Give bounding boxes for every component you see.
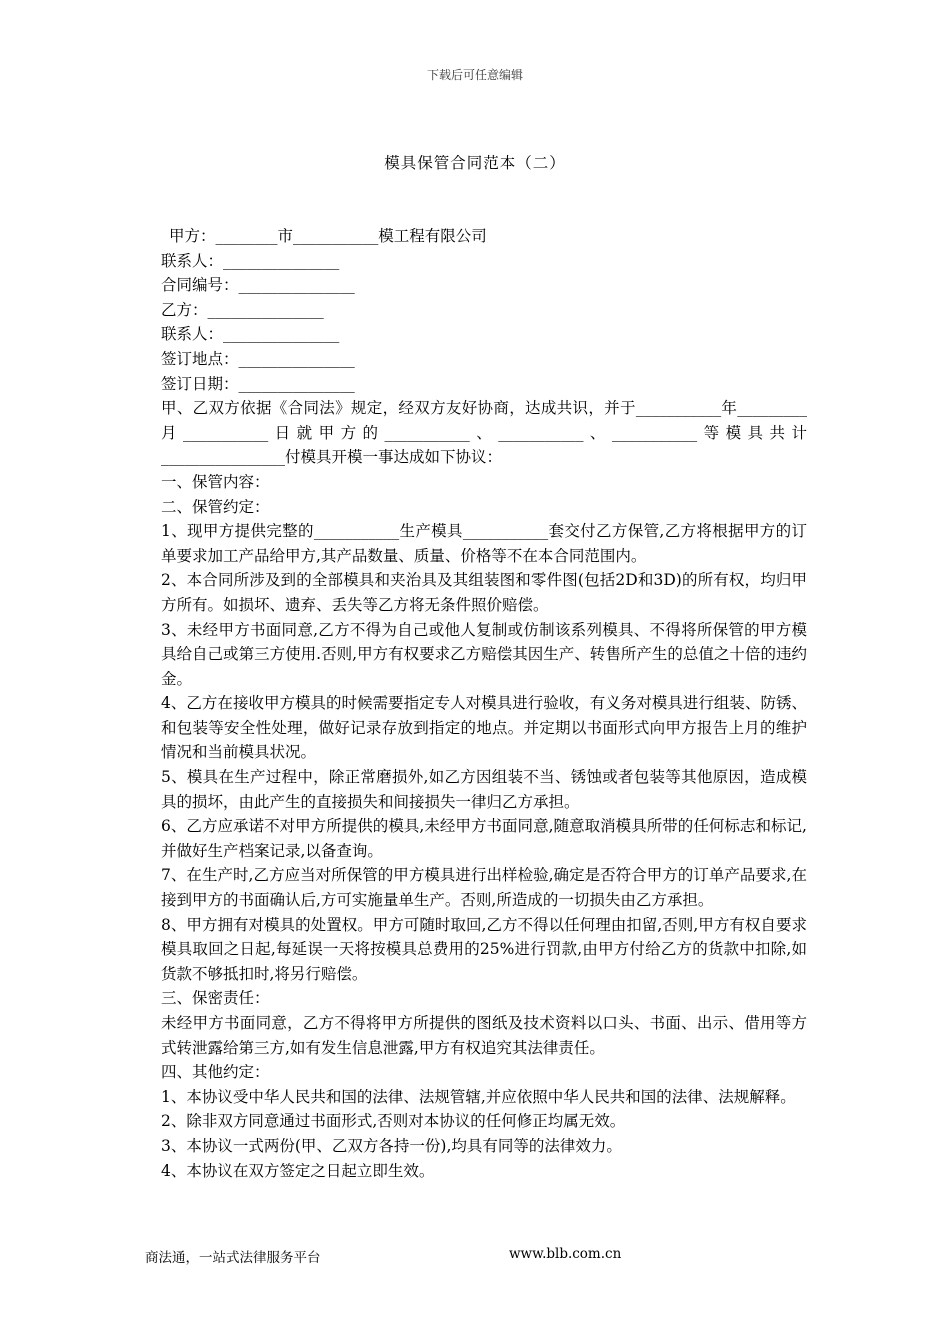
field-party-a: 甲方：________市___________模工程有限公司 [169, 227, 487, 245]
clause-2-4: 4、乙方在接收甲方模具的时候需要指定专人对模具进行验收，有义务对模具进行组装、防锈、和包装等安全性处理，做好记录存放到指定的地点。并定期以书面形式向甲方报告上月的维护情况和当前模具状况。 [161, 694, 807, 762]
clause-4-3: 3、本协议一式两份(甲、乙双方各持一份),均具有同等的法律效力。 [161, 1136, 622, 1155]
clause-2-8: 8、甲方拥有对模具的处置权。甲方可随时取回,乙方不得以任何理由扣留,否则,甲方有权自要求模具取回之日起,每延误一天将按模具总费用的25%进行罚款,由甲方付给乙方的货款中扣除,如货款不够抵扣时,将另行赔偿。 [161, 915, 807, 983]
header-note: 下载后可任意编辑 [426, 68, 523, 82]
clause-2-2: 2、本合同所涉及到的全部模具和夹治具及其组装图和零件图(包括2D和3D)的所有权，均归甲方所有。如损坏、遗弃、丢失等乙方将无条件照价赔偿。 [161, 571, 807, 614]
clause-2-6: 6、乙方应承诺不对甲方所提供的模具,未经甲方书面同意,随意取消模具所带的任何标志和标记,并做好生产档案记录,以备查询。 [161, 817, 807, 860]
intro-paragraph: 甲、乙双方依据《合同法》规定，经双方友好协商，达成共识，并于___________年_________月___________日就甲方的___________、___________、___________等模具共计________________付模具开模一事达成如下协议： [161, 399, 807, 467]
clause-2-5: 5、模具在生产过程中，除正常磨损外,如乙方因组装不当、锈蚀或者包装等其他原因，造成模具的损坏，由此产生的直接损失和间接损失一律归乙方承担。 [161, 768, 807, 811]
footer-url[interactable]: www.blb.com.cn [509, 1246, 622, 1262]
field-sign-date: 签订日期：_______________ [161, 374, 355, 393]
contract-body [145, 224, 807, 1183]
field-contact-a: 联系人：_______________ [161, 251, 340, 270]
document-title: 模具保管合同范本（二） [384, 154, 566, 172]
clause-2-3: 3、未经甲方书面同意,乙方不得为自己或他人复制或仿制该系列模具、不得将所保管的甲方模具给自己或第三方使用.否则,甲方有权要求乙方赔偿其因生产、转售所产生的总值之十倍的违约金。 [161, 620, 807, 688]
field-party-b: 乙方：_______________ [161, 300, 324, 319]
field-contact-b: 联系人：_______________ [161, 325, 340, 344]
section-3-heading: 三、保密责任： [161, 989, 270, 1008]
section-1-heading: 一、保管内容： [161, 472, 270, 491]
clause-2-1: 1、现甲方提供完整的___________生产模具___________套交付乙方保管,乙方将根据甲方的订单要求加工产品给甲方,其产品数量、质量、价格等不在本合同范围内。 [161, 522, 807, 565]
clause-4-1: 1、本协议受中华人民共和国的法律、法规管辖,并应依照中华人民共和国的法律、法规解释。 [161, 1087, 796, 1106]
field-contract-no: 合同编号：_______________ [161, 276, 355, 295]
footer-brand: 商法通，一站式法律服务平台 [145, 1250, 321, 1266]
clause-4-2: 2、除非双方同意通过书面形式,否则对本协议的任何修正均属无效。 [161, 1112, 626, 1131]
clause-2-7: 7、在生产时,乙方应当对所保管的甲方模具进行出样检验,确定是否符合甲方的订单产品要求,在接到甲方的书面确认后,方可实施量单生产。否则,所造成的一切损失由乙方承担。 [161, 866, 807, 910]
section-2-heading: 二、保管约定： [161, 497, 270, 516]
clause-4-4: 4、本协议在双方签定之日起立即生效。 [161, 1161, 435, 1180]
field-sign-place: 签订地点：_______________ [161, 349, 355, 368]
section-3-text: 未经甲方书面同意，乙方不得将甲方所提供的图纸及技术资料以口头、书面、出示、借用等方式转泄露给第三方,如有发生信息泄露,甲方有权追究其法律责任。 [161, 1014, 807, 1057]
section-4-heading: 四、其他约定： [161, 1063, 270, 1082]
